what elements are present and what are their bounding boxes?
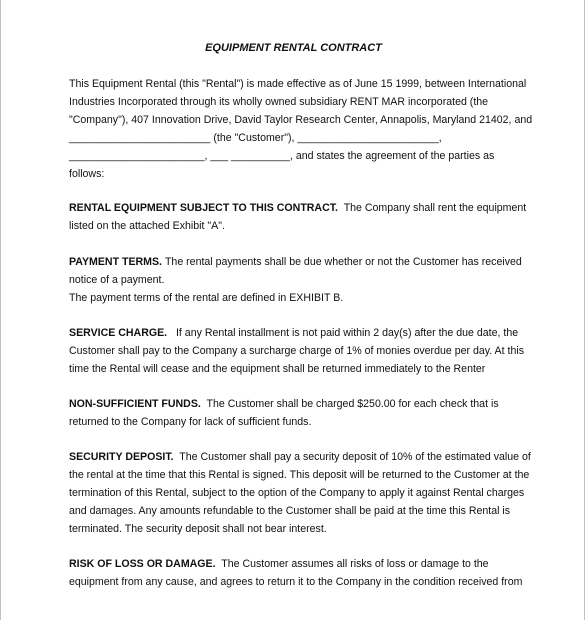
section-text: terminated. The security deposit shall not bear interest. [69, 522, 327, 535]
section-rental-equipment [69, 200, 531, 236]
section-heading: RISK OF LOSS OR DAMAGE. [69, 558, 216, 570]
section-text: The Customer assumes all risks of loss or damage to the [221, 558, 489, 570]
section-payment-terms [69, 254, 531, 308]
section-text: The Company shall rent the equipment [343, 202, 527, 214]
document-title: EQUIPMENT RENTAL CONTRACT [205, 42, 382, 54]
section-heading: SECURITY DEPOSIT. [69, 451, 174, 463]
intro-line: "Company"), 407 Innovation Drive, David Taylor Research Center, Annapolis, Maryland 21402, and [69, 113, 533, 126]
section-text: listed on the attached Exhibit "A". [69, 219, 225, 232]
section-text: The Customer shall pay a security deposit of 10% of the estimated value of [179, 451, 531, 463]
section-text: equipment from any cause, and agrees to return it to the Company in the condition received from [69, 575, 523, 588]
section-heading: PAYMENT TERMS. [69, 256, 162, 268]
intro-line: follows: [69, 167, 105, 180]
section-text: Customer shall pay to the Company a surcharge charge of 1% of monies overdue per day. At this [69, 344, 524, 357]
section-text: If any Rental installment is not paid within 2 day(s) after the due date, the [175, 327, 519, 339]
section-text: and damages. Any amounts refundable to the Customer shall be paid at the time this Rental is [69, 504, 511, 517]
section-heading: NON-SUFFICIENT FUNDS. [69, 398, 201, 410]
section-service-charge [69, 325, 531, 379]
section-text: returned to the Company for lack of sufficient funds. [69, 415, 312, 428]
section-text: The rental payments shall be due whether or not the Customer has received [164, 256, 522, 268]
section-security-deposit [69, 449, 531, 539]
intro-line: Industries Incorporated through its wholly owned subsidiary RENT MAR incorporated (the [69, 95, 489, 108]
section-text: The Customer shall be charged $250.00 for each check that is [206, 398, 499, 410]
intro-line: _______________________, ___ __________, and states the agreement of the parties as [69, 149, 495, 162]
section-risk-of-loss [69, 556, 531, 592]
intro-line: ________________________ (the "Customer"), ________________________, [69, 131, 442, 144]
section-heading: RENTAL EQUIPMENT SUBJECT TO THIS CONTRACT. [69, 202, 338, 214]
section-text: time the Rental will cease and the equipment shall be returned immediately to the Renter [69, 362, 486, 375]
intro-paragraph [69, 76, 531, 183]
section-non-sufficient-funds [69, 396, 531, 432]
section-text: The payment terms of the rental are defined in EXHIBIT B. [69, 291, 344, 304]
section-heading: SERVICE CHARGE. [69, 327, 168, 339]
intro-line: This Equipment Rental (this "Rental") is made effective as of June 15 1999, between International [69, 78, 527, 90]
section-text: termination of this Rental, subject to the option of the Company to apply it against Rental charges [69, 486, 525, 499]
section-text: the rental at the time that this Rental is signed. This deposit will be returned to the Customer at the [69, 468, 530, 481]
section-text: notice of a payment. [69, 273, 165, 286]
